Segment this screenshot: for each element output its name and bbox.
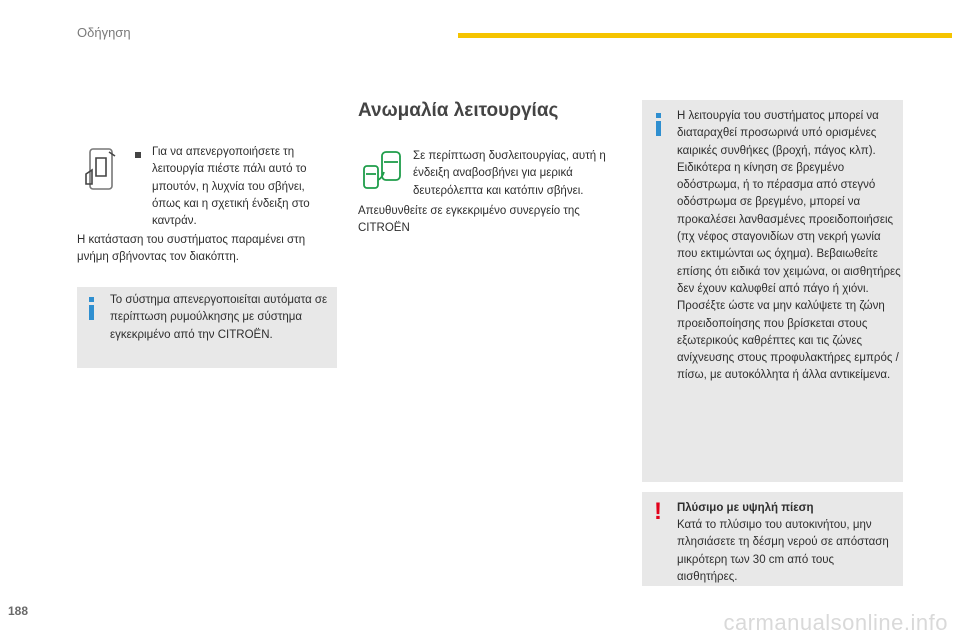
page-number: 188: [8, 604, 29, 618]
info-box-towing: [77, 287, 337, 368]
warning-icon: !: [654, 498, 662, 525]
warning-title: Πλύσιμο με υψηλή πίεση: [677, 502, 814, 514]
disable-instruction: Για να απενεργοποιήσετε τη λειτουργία πιέστε πάλι αυτό το μπουτόν, η λυχνία του σβήνει, όπως και η σχετική ένδειξη στο καντράν.: [152, 146, 310, 228]
watermark: carmanualsonline.info: [723, 610, 948, 635]
section-title: Ανωμαλία λειτουργίας: [358, 100, 559, 121]
bullet-square: [135, 152, 141, 158]
warning-box-high-pressure: [642, 492, 903, 586]
info-icon: [87, 297, 96, 320]
info-box-text: Το σύστημα απενεργοποιείται αυτόματα σε περίπτωση ρυμούλκησης με σύστημα εγκεκριμένο από την CITROËN.: [110, 294, 328, 341]
info-box-weather-text: Η λειτουργία του συστήματος μπορεί να διαταραχθεί προσωρινά υπό ορισμένες καιρικές συνθήκες (βροχή, πάγος κλπ). Ειδικότερα η κίνηση σε βρεγμένο οδόστρωμα, ή το πέρασμα από στεγνό οδόστρωμα σε βρεγμένο, μπορεί να προκαλέσει λανθασμένες προειδοποιήσεις (πχ νέφος σταγονιδίων στη νεκρή γωνία που εκτιμώνται ως όχημα). Βεβαιωθείτε επίσης ότι ειδικά τον χειμώνα, οι αισθητήρες δεν έχουν καλυφθεί από πάγο ή χιόνι. Προσέξτε ώστε να μην καλύψετε τη ζώνη προειδοποίησης που βρίσκεται στους εξωτερικούς καθρέπτες και τις ζώνες ανίχνευσης στους προφυλακτήρες εμπρός / πίσω, με αυτοκόλλητα ή άλλα αντικείμενα.: [677, 110, 901, 382]
info-box-weather: [642, 100, 903, 482]
warning-text: Κατά το πλύσιμο του αυτοκινήτου, μην πλησιάσετε τη δέσμη νερού σε απόσταση μικρότερη των 30 cm από τους αισθητήρες.: [677, 519, 889, 583]
info-icon: [654, 113, 663, 136]
memory-text: Η κατάσταση του συστήματος παραμένει στη μνήμη σβήνοντας τον διακόπτη.: [77, 234, 306, 264]
dealer-text: Απευθυνθείτε σε εγκεκριμένο συνεργείο της CITROËN: [358, 205, 580, 235]
malfunction-text: Σε περίπτωση δυσλειτουργίας, αυτή η ένδειξη αναβοσβήνει για μερικά δευτερόλεπτα και κατόπιν σβήνει.: [413, 150, 606, 197]
blind-spot-indicator-icon: [362, 150, 404, 197]
blind-spot-button-icon: [82, 148, 120, 197]
page-header-title: Οδήγηση: [77, 25, 131, 40]
header-accent-bar: [458, 33, 952, 38]
